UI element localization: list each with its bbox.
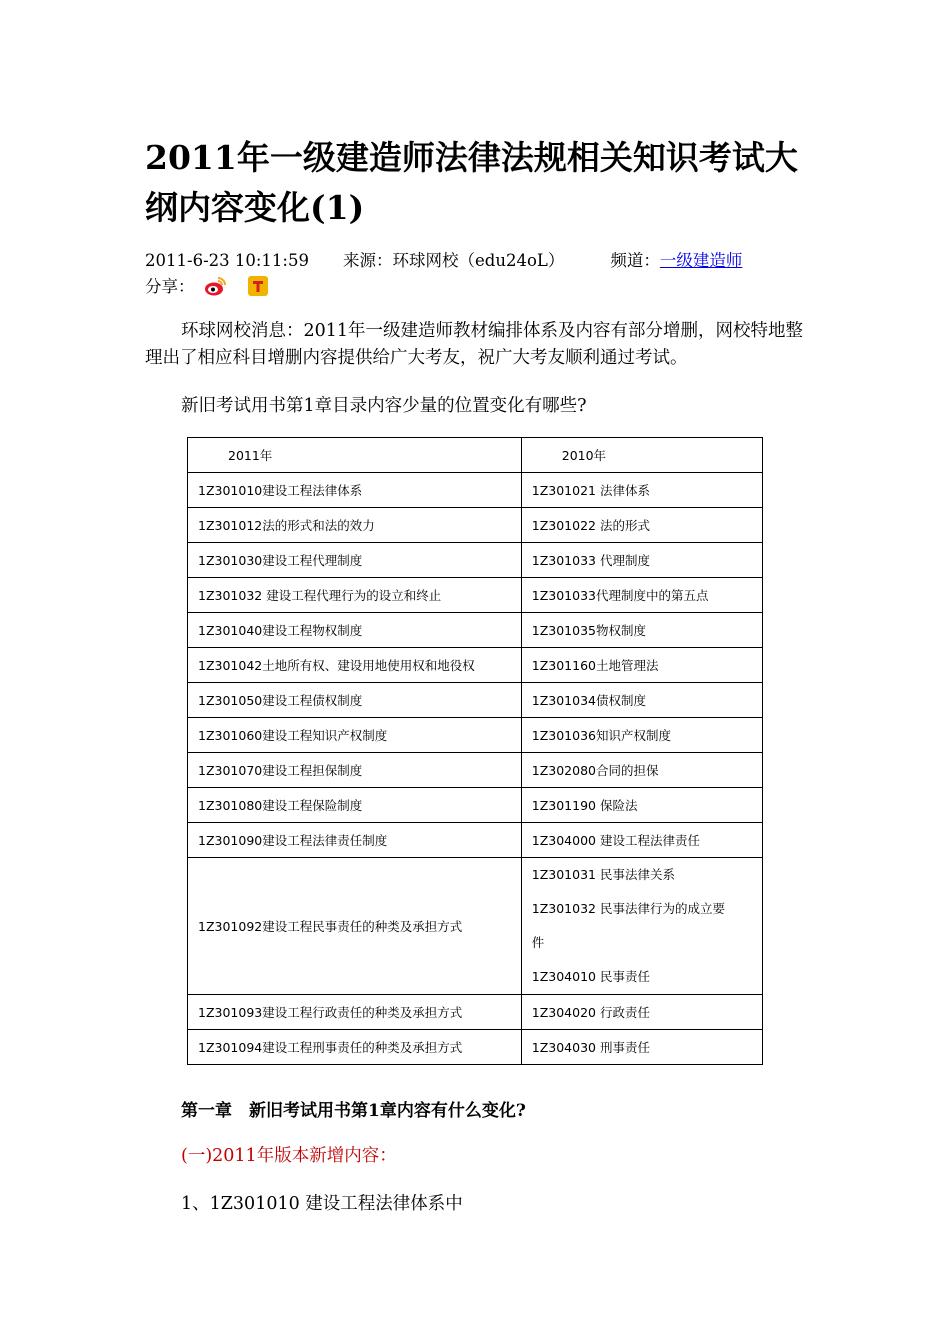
cell-2010: 1Z301021 法律体系: [521, 473, 762, 508]
table-row: [188, 543, 763, 578]
cell-2010: 1Z301022 法的形式: [521, 508, 762, 543]
question-paragraph: 新旧考试用书第1章目录内容少量的位置变化有哪些?: [181, 396, 587, 416]
header-2010: 2010年: [521, 438, 762, 473]
table-row: [188, 473, 763, 508]
table-row: [188, 683, 763, 718]
cell-2011: 1Z301030建设工程代理制度: [188, 543, 522, 578]
cell-line: 1Z304010 民事责任: [531, 969, 650, 984]
table-row: [188, 508, 763, 543]
header-2011: 2011年: [188, 438, 522, 473]
article-title: 2011年一级建造师法律法规相关知识考试大纲内容变化(1): [145, 138, 798, 227]
cell-2010: 1Z301033 代理制度: [521, 543, 762, 578]
cell-2010: 1Z304000 建设工程法律责任: [521, 823, 762, 858]
tencent-weibo-share-icon[interactable]: [247, 275, 269, 297]
cell-2011: 1Z301012法的形式和法的效力: [188, 508, 522, 543]
table-row: [188, 578, 763, 613]
cell-2010: 1Z301035物权制度: [521, 613, 762, 648]
source-label: 来源：环球网校（edu24oL）: [343, 251, 565, 270]
cell-2010: 1Z304030 刑事责任: [521, 1030, 762, 1065]
table-row: [188, 718, 763, 753]
table-row: [188, 753, 763, 788]
channel-label: 频道：: [610, 251, 660, 270]
weibo-share-icon[interactable]: [204, 275, 226, 297]
cell-2011: 1Z301042土地所有权、建设用地使用权和地役权: [188, 648, 522, 683]
chapter-heading: 第一章 新旧考试用书第1章内容有什么变化?: [181, 1101, 526, 1121]
cell-2011: 1Z301093建设工程行政责任的种类及承担方式: [188, 995, 522, 1030]
cell-2011: 1Z301050建设工程债权制度: [188, 683, 522, 718]
cell-2011: 1Z301032 建设工程代理行为的设立和终止: [188, 578, 522, 613]
cell-2010-multiline: [521, 858, 762, 995]
list-item: 1、1Z301010 建设工程法律体系中: [181, 1194, 463, 1214]
channel-link[interactable]: 一级建造师: [659, 251, 743, 270]
cell-2010: 1Z301034债权制度: [521, 683, 762, 718]
cell-2011: 1Z301060建设工程知识产权制度: [188, 718, 522, 753]
share-label: 分享：: [145, 277, 195, 296]
new-content-heading: (一)2011年版本新增内容：: [181, 1146, 397, 1166]
cell-2010: 1Z301036知识产权制度: [521, 718, 762, 753]
intro-paragraph: 环球网校消息：2011年一级建造师教材编排体系及内容有部分增删，网校特地整理出了相应科目增删内容提供给广大考友，祝广大考友顺利通过考试。: [145, 321, 804, 368]
cell-2011: 1Z301070建设工程担保制度: [188, 753, 522, 788]
cell-line: 1Z301031 民事法律关系: [531, 867, 675, 882]
cell-2011: 1Z301080建设工程保险制度: [188, 788, 522, 823]
cell-line: 1Z301032 民事法律行为的成立要: [531, 901, 725, 916]
cell-2011: 1Z301092建设工程民事责任的种类及承担方式: [188, 858, 522, 995]
table-row: [188, 1030, 763, 1065]
table-row: [188, 788, 763, 823]
table-row: [188, 648, 763, 683]
cell-line: 件: [531, 935, 545, 950]
cell-2010: 1Z301033代理制度中的第五点: [521, 578, 762, 613]
cell-2011: 1Z301010建设工程法律体系: [188, 473, 522, 508]
cell-2010: 1Z304020 行政责任: [521, 995, 762, 1030]
table-row-multiline: [188, 858, 763, 995]
cell-2010: 1Z301160土地管理法: [521, 648, 762, 683]
cell-2011: 1Z301040建设工程物权制度: [188, 613, 522, 648]
table-header-row: [188, 438, 763, 473]
cell-2011: 1Z301090建设工程法律责任制度: [188, 823, 522, 858]
article-meta: [145, 248, 785, 300]
cell-2011: 1Z301094建设工程刑事责任的种类及承担方式: [188, 1030, 522, 1065]
table-row: [188, 995, 763, 1030]
chapter-comparison-table: [187, 437, 763, 1065]
publish-datetime: 2011-6-23 10:11:59: [145, 251, 309, 270]
cell-2010: 1Z301190 保险法: [521, 788, 762, 823]
table-row: [188, 823, 763, 858]
cell-2010: 1Z302080合同的担保: [521, 753, 762, 788]
table-row: [188, 613, 763, 648]
